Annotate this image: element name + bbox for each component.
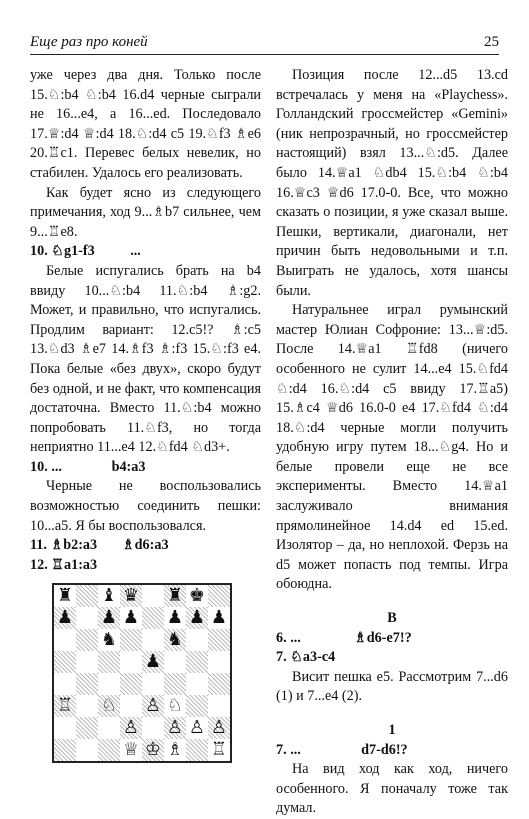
paragraph: Как будет ясно из следующего примечания, ход 9...♗b7 сильнее, чем 9...♖e8.	[30, 184, 261, 240]
board-square	[98, 739, 120, 762]
move-line: 11. ♗b2:a3 ♗d6:a3	[30, 537, 169, 554]
chess-piece-square: ♜	[164, 584, 186, 607]
board-square	[186, 629, 208, 651]
move-line: 6. ... ♗d6-e7!?	[276, 629, 412, 646]
board-square	[142, 607, 164, 629]
board-rank	[53, 695, 231, 717]
paragraph: Висит пешка e5. Рассмотрим 7...d6 (1) и 7...e4 (2).	[276, 668, 508, 705]
chess-piece-square: ♟	[142, 651, 164, 673]
chess-piece-square: ♜	[53, 584, 76, 607]
board-square	[76, 651, 98, 673]
board-square	[186, 673, 208, 695]
board-rank	[53, 717, 231, 739]
board-square	[76, 584, 98, 607]
chess-piece-square: ♞	[98, 629, 120, 651]
move-line: 7. ♘a3-c4	[276, 649, 336, 666]
board-square	[208, 673, 231, 695]
move-line: 10. ... b4:a3	[30, 458, 146, 475]
board-square	[53, 673, 76, 695]
board-square	[186, 651, 208, 673]
board-square	[76, 695, 98, 717]
board-square	[53, 629, 76, 651]
chess-piece-square: ♙	[120, 717, 142, 739]
right-column	[276, 66, 508, 819]
chess-piece-square: ♟	[53, 607, 76, 629]
board-square	[208, 651, 231, 673]
board-square	[76, 607, 98, 629]
board-rank	[53, 584, 231, 607]
board-rank	[53, 739, 231, 762]
board-square	[120, 673, 142, 695]
board-square	[208, 695, 231, 717]
board-rank	[53, 651, 231, 673]
paragraph: Позиция после 12...d5 13.cd встречалась у меня на «Playchess». Голландский гроссмейстер «Gemini» (ник непрозрачный, но гроссмейстер настоящий) взял 13...♘:d5. Далее было 14.♕a1 ♘db4 15.♘:b4 ♘:b4 16.♕c3 ♕d6 17.0-0. Все, что можно сказать о позиции, я уже сказал выше. Пешки, вертикали, диагонали, нет причин быть недовольными и т.п. Выиграть не удалось, хотя шансы были.	[276, 67, 508, 299]
paragraph: Черные не воспользовались возможностью соединить пешки: 10...a5. Я бы воспользовался.	[30, 478, 261, 534]
chess-piece-square: ♞	[164, 629, 186, 651]
board-square	[76, 717, 98, 739]
board-square	[120, 629, 142, 651]
page-header	[30, 34, 499, 55]
chess-piece-square: ♟	[98, 607, 120, 629]
board-square	[98, 717, 120, 739]
chess-piece-square: ♙	[186, 717, 208, 739]
move-line: 7. ... d7-d6!?	[276, 741, 408, 758]
board-square	[164, 673, 186, 695]
board-square	[120, 695, 142, 717]
section-heading-b: В	[387, 610, 397, 627]
board-square	[164, 651, 186, 673]
board-square	[53, 651, 76, 673]
page-number: 25	[484, 34, 499, 50]
board-square	[98, 651, 120, 673]
move-line: 10. ♘g1-f3 ...	[30, 243, 141, 260]
board-square	[76, 629, 98, 651]
chess-diagram	[52, 583, 261, 763]
board-rank	[53, 607, 231, 629]
chess-piece-square: ♚	[186, 584, 208, 607]
chess-piece-square: ♟	[186, 607, 208, 629]
board-square	[76, 739, 98, 762]
chess-piece-square: ♖	[53, 695, 76, 717]
board-square	[186, 695, 208, 717]
board-square	[53, 739, 76, 762]
paragraph: На вид ход как ход, ничего особенного. Я поначалу тоже так думал.	[276, 761, 508, 817]
board-rank	[53, 629, 231, 651]
chess-piece-square: ♔	[142, 739, 164, 762]
board-square	[142, 584, 164, 607]
chess-piece-square: ♘	[98, 695, 120, 717]
paragraph: уже через два дня. Только после 15.♘:b4 ♘:b4 16.d4 черные сыграли не 16...e4, а 16...ed. Последовало 17.♕:d4 ♕:d4 18.♘:d4 c5 19.♘f3 ♗e6 20.♖c1. Перевес белых невелик, но стабилен. Удалось его реализовать.	[30, 67, 261, 181]
board-square	[76, 673, 98, 695]
section-heading-1: 1	[388, 722, 396, 738]
board-square	[186, 739, 208, 762]
running-title: Еще раз про коней	[30, 34, 148, 50]
chess-piece-square: ♕	[120, 739, 142, 762]
board-square	[120, 651, 142, 673]
chess-piece-square: ♘	[164, 695, 186, 717]
board-square	[208, 584, 231, 607]
chess-piece-square: ♟	[120, 607, 142, 629]
paragraph: Натуральнее играл румынский мастер Юлиан Софроние: 13...♕:d5. После 14.♕a1 ♖fd8 (ничего особенного не сулит 14...e4 15.♘fd4 ♘:d4 16.♘:d4 c5 ввиду 17.♖a5) 15.♗c4 ♕d6 16.0-0 e4 17.♘fd4 ♘:d4 18.♘:d4 черные могли получить удобную игру путем 18...♘g4. Но и белые провели еще не все эксперименты. Вместо 14.♕a1 заслуживало внимания прямолинейное 14.d4 ed 15.ed. Изолятор – да, но неплохой. Ферзь на d5 может попасть под темпы. Игра обоюдна.	[276, 302, 508, 593]
move-line: 12. ♖a1:a3	[30, 556, 98, 573]
chess-piece-square: ♝	[98, 584, 120, 607]
board-square	[142, 717, 164, 739]
chess-piece-square: ♟	[208, 607, 231, 629]
left-column	[30, 66, 261, 763]
chess-piece-square: ♙	[142, 695, 164, 717]
chess-piece-square: ♗	[164, 739, 186, 762]
chess-piece-square: ♛	[120, 584, 142, 607]
chess-piece-square: ♟	[164, 607, 186, 629]
board-square	[142, 673, 164, 695]
board-square	[142, 629, 164, 651]
paragraph: Белые испугались брать на b4 ввиду 10...♘:b4 11.♘:b4 ♗:g2. Может, и правильно, что испугались. Продлим вариант: 12.c5!? ♗:c5 13.♘d3 ♗e7 14.♗f3 ♗:f3 15.♘:f3 e4. Пока белые «без двух», скоро будут без одной, и не факт, что компенсация достаточна. Вместо 11.♘:b4 можно попробовать 11.♘f3, но тогда неприятно 11...e4 12.♘fd4 ♘d3+.	[30, 262, 261, 456]
board-rank	[53, 673, 231, 695]
board-square	[98, 673, 120, 695]
chess-piece-square: ♖	[208, 739, 231, 762]
board-square	[53, 717, 76, 739]
chess-board	[52, 583, 232, 763]
board-square	[208, 629, 231, 651]
chess-piece-square: ♙	[164, 717, 186, 739]
chess-piece-square: ♙	[208, 717, 231, 739]
